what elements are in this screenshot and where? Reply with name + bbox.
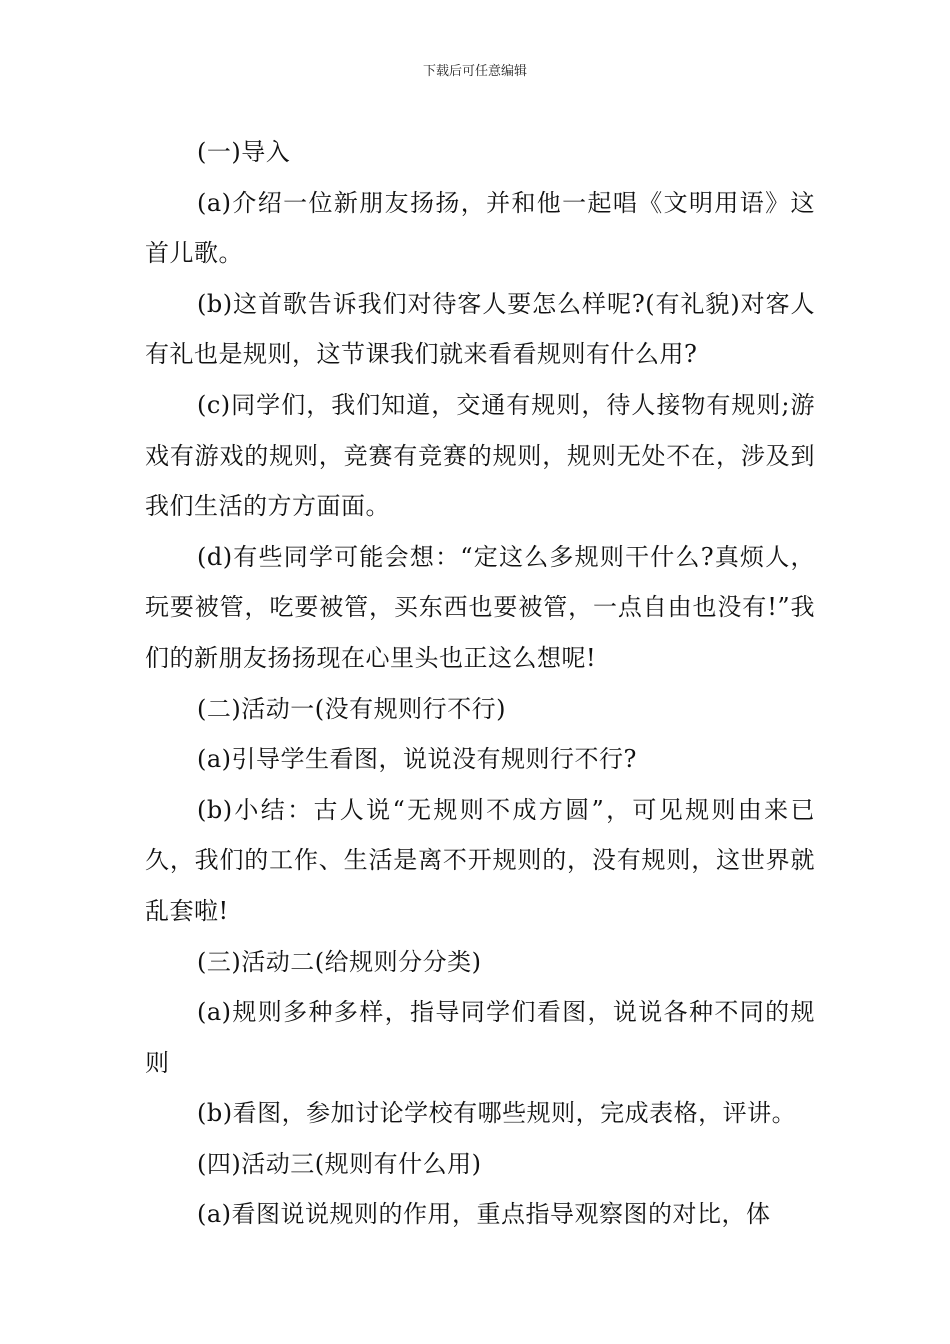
paragraph-item-b: (b)这首歌告诉我们对待客人要怎么样呢?(有礼貌)对客人有礼也是规则，这节课我们就来看看规则有什么用?: [145, 289, 815, 369]
section-heading-activity-3: (四)活动三(规则有什么用): [197, 1149, 482, 1178]
section-heading-activity-2: (三)活动二(给规则分分类): [197, 947, 482, 976]
paragraph-item-c: (c)同学们，我们知道，交通有规则，待人接物有规则;游戏有游戏的规则，竞赛有竞赛的规则，规则无处不在，涉及到我们生活的方方面面。: [145, 390, 815, 521]
paragraph-item-b: (b)看图，参加讨论学校有哪些规则，完成表格，评讲。: [197, 1099, 797, 1128]
paragraph-item-a: (a)规则多种多样，指导同学们看图，说说各种不同的规则: [145, 998, 815, 1077]
section-heading-activity-1: (二)活动一(没有规则行不行): [197, 694, 506, 723]
section-heading-intro: (一)导入: [197, 138, 291, 166]
paragraph-item-d: (d)有些同学可能会想：“定这么多规则干什么?真烦人，玩要被管，吃要被管，买东西也要被管，一点自由也没有!”我们的新朋友扬扬现在心里头也正这么想呢!: [145, 542, 815, 672]
paragraph-item-b: (b)小结：古人说“无规则不成方圆”，可见规则由来已久，我们的工作、生活是离不开规则的，没有规则，这世界就乱套啦!: [145, 795, 815, 925]
paragraph-item-a: (a)介绍一位新朋友扬扬，并和他一起唱《文明用语》这首儿歌。: [145, 188, 815, 268]
paragraph-item-a: (a)引导学生看图，说说没有规则行不行?: [197, 745, 637, 774]
paragraph-item-a: (a)看图说说规则的作用，重点指导观察图的对比，体: [197, 1200, 771, 1229]
document-body: [145, 127, 815, 1240]
page-header: 下载后可任意编辑: [422, 64, 527, 79]
